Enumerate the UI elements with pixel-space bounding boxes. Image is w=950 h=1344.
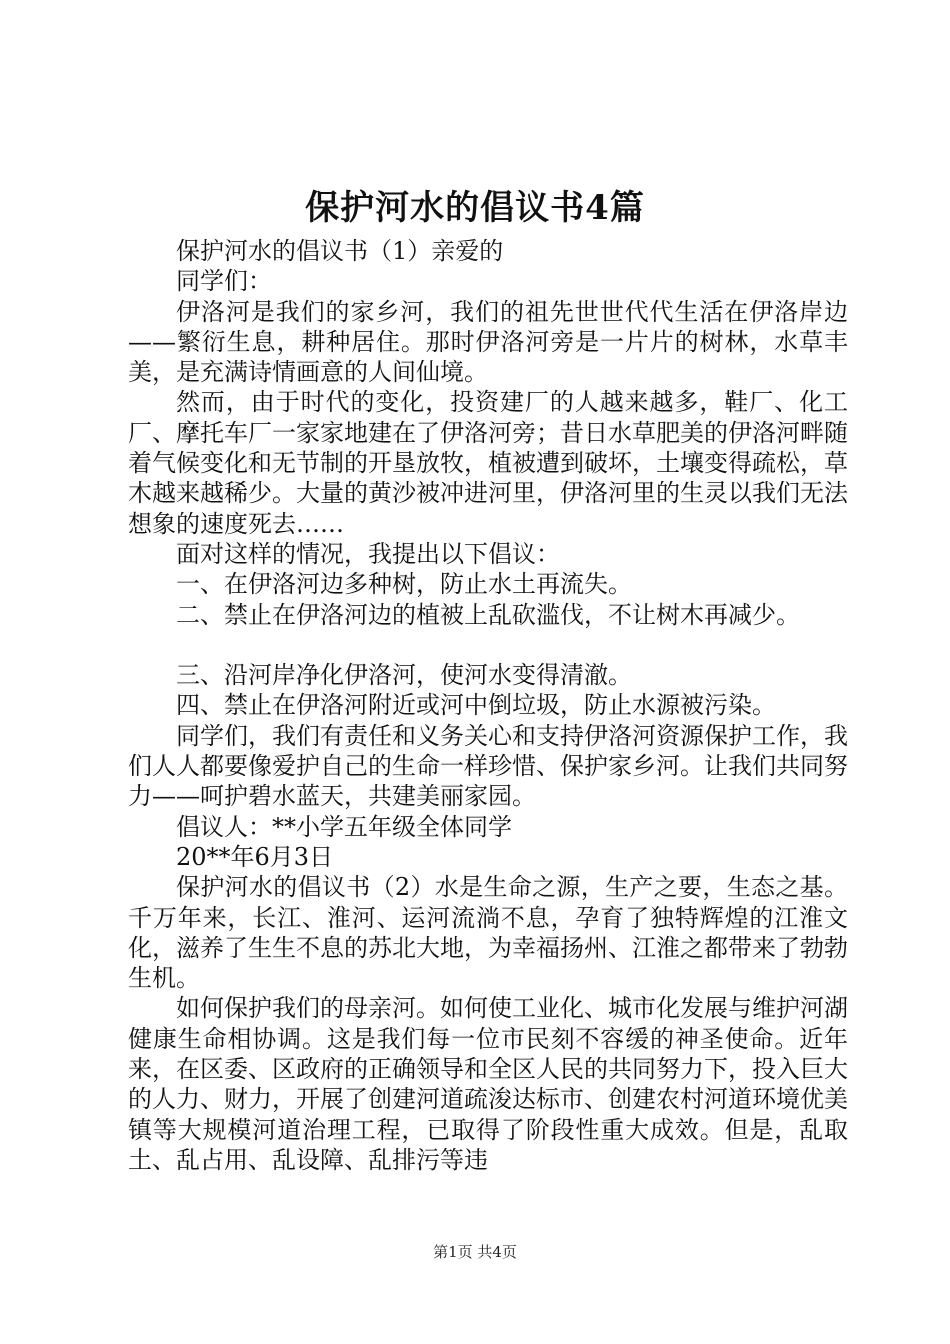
paragraph-proposal-1: 一、在伊洛河边多种树，防止水土再流失。 bbox=[176, 570, 632, 599]
paragraph-proposal-4: 四、禁止在伊洛河附近或河中倒垃圾，防止水源被污染。 bbox=[176, 691, 776, 720]
paragraph-salutation: 同学们： bbox=[176, 267, 272, 296]
document-title: 保护河水的倡议书4篇 bbox=[305, 188, 645, 228]
paragraph-proposal-2: 二、禁止在伊洛河边的植被上乱砍滥伐，不让树木再减少。 bbox=[176, 600, 800, 629]
paragraph-signatory: 倡议人：**小学五年级全体同学 bbox=[176, 812, 512, 841]
paragraph-proposal-3: 三、沿河岸净化伊洛河，使河水变得清澈。 bbox=[176, 661, 632, 690]
document-body bbox=[128, 236, 848, 1175]
paragraph-body-2: 如何保护我们的母亲河。如何使工业化、城市化发展与维护河湖健康生命相协调。这是我们每一位市民刻不容缓的神圣使命。近年来，在区委、区政府的正确领导和全区人民的共同努力下，投入巨大的人力、财力，开展了创建河道疏浚达标市、创建农村河道环境优美镇等大规模河道治理工程，已取得了阶段性重大成效。但是，乱取土、乱占用、乱设障、乱排污等违 bbox=[128, 994, 848, 1174]
blank-line bbox=[128, 630, 848, 660]
paragraph-heading-1: 保护河水的倡议书（1）亲爱的 bbox=[176, 237, 504, 265]
paragraph-date: 20**年6月3日 bbox=[176, 842, 334, 871]
paragraph-call-to-action: 同学们，我们有责任和义务关心和支持伊洛河资源保护工作，我们人人都要像爱护自己的生命一样珍惜、保护家乡河。让我们共同努力——呵护碧水蓝天，共建美丽家园。 bbox=[128, 721, 848, 811]
paragraph-problem: 然而，由于时代的变化，投资建厂的人越来越多，鞋厂、化工厂、摩托车厂一家家地建在了伊洛河旁；昔日水草肥美的伊洛河畔随着气候变化和无节制的开垦放牧，植被遭到破坏，土壤变得疏松，草木越来越稀少。大量的黄沙被冲进河里，伊洛河里的生灵以我们无法想象的速度死去…… bbox=[128, 388, 848, 538]
paragraph-intro: 伊洛河是我们的家乡河，我们的祖先世世代代生活在伊洛岸边——繁衍生息，耕种居住。那时伊洛河旁是一片片的树林，水草丰美，是充满诗情画意的人间仙境。 bbox=[128, 297, 848, 387]
paragraph-proposal-lead: 面对这样的情况，我提出以下倡议： bbox=[176, 539, 560, 568]
paragraph-heading-2: 保护河水的倡议书（2）水是生命之源，生产之要，生态之基。千万年来，长江、淮河、运河流淌不息，孕育了独特辉煌的江淮文化，滋养了生生不息的苏北大地，为幸福扬州、江淮之都带来了勃勃生机。 bbox=[128, 873, 848, 993]
page-number-footer: 第1页 共4页 bbox=[433, 1243, 517, 1261]
